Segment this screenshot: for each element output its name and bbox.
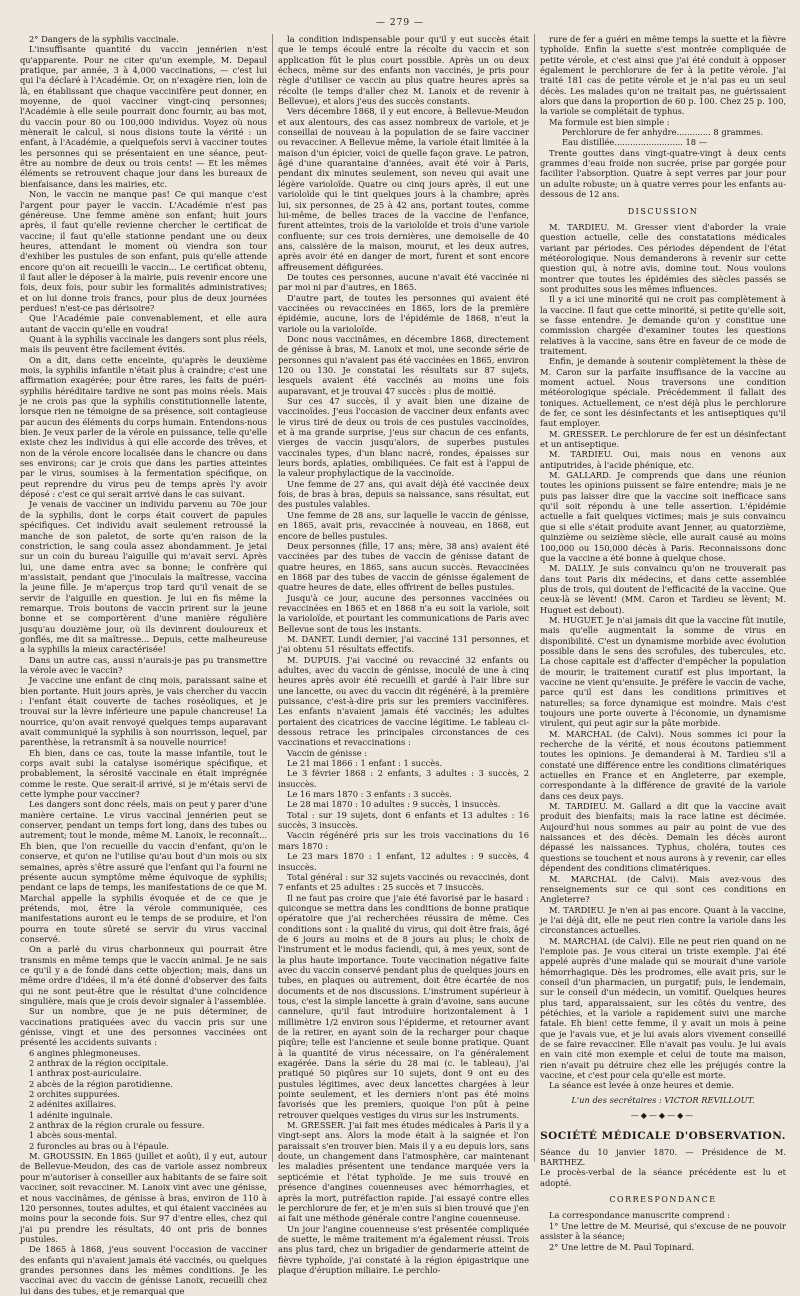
minutes-line: Le procès-verbal de la séance précédente est lu et adopté. <box>540 1167 786 1188</box>
paragraph: De 1865 à 1868, j'eus souvent l'occasion de vacciner des enfants qui n'avaient jamais été vaccinés, ou quelques grandes personnes dans les mêmes conditions. Je les vaccinai avec du vaccin de génisse Lanoix, recueilli chez lui dans des tubes, et je remarquai que <box>20 1244 267 1296</box>
paragraph: Je vaccine une enfant de cinq mois, paraissant saine et bien portante. Huit jours après, je vais chercher du vaccin : l'enfant était couverte de taches roséoliques, et je trouvai sur la lèvre inférieure une papule chancreuse! La nourrice, qu'on avait renvoyé quelques temps auparavant avait communiqué la syphilis à son nourrisson, lequel, par parenthèse, la retransmît à sa nouvelle nourrice! <box>20 675 267 748</box>
paragraph: Vers décembre 1868, il y eut encore, à Bellevue-Meudon et aux alentours, des cas assez nombreux de variole, et je conseillai de nouveau à la population de se faire vacciner ou revacciner. A Bellevue même, la variole était limitée à la maison d'un épicier, voici de quelle façon grave. Le patron, âgé d'une quarantaine d'années, avait été voir à Paris, pendant dix minutes seulement, son neveu qui avait une légère varioloïde. Quatre ou cinq jours après, il eut une varioloïde qui le tint quelques jours à la chambre; après lui, six personnes, de 25 à 42 ans, portant toutes, comme lui-même, de belles traces de la vaccine de l'enfance, furent atteintes, trois de la varioloïde et trois d'une variole confluente; sur ces trois dernières, une demoiselle de 40 ans, caissière de la maison, mourut, et les deux autres, après avoir été en danger de mort, furent et sont encore affreusement défigurées. <box>278 106 529 272</box>
paragraph: 1 adénite inguinale. <box>29 1109 113 1120</box>
discussion-paragraph: M. GALLARD. Je comprends que dans une réunion toutes les opinions puissent se faire entendre; mais je ne puis pas laisser dire que la vaccine soit inefficace sans qu'il soit répondu à une telle assertion. L'épidémie actuelle a fait quelques victimes; mais je suis convaincu que si elle s'était produite avant Jenner, au quatorzième, quinzième ou seizième siècle, elle aurait causé au moins 100,000 ou 150,000 décès à Paris. Reconnaissons donc que la vaccine a été bonne à quelque chose. <box>540 470 786 563</box>
column-right <box>540 34 786 1252</box>
paragraph: Sur un nombre, que je ne puis déterminer, de vaccinations pratiquées avec du vaccin pris sur une génisse, vingt et une des personnes vaccinées ont présenté les accidents suivants : <box>20 1006 267 1048</box>
paragraph: 6 angines phlegmoneuses. <box>29 1047 141 1058</box>
discussion-paragraph: M. MARCHAL (de Calvi). Mais avez-vous des renseignements sur ce qui sont ces conditions en Angleterre? <box>540 873 786 905</box>
page-number: — 279 — <box>376 18 424 28</box>
paragraph: 2 adénites axillaires. <box>29 1099 117 1110</box>
correspondence-item: 2° Une lettre de M. Paul Topinard. <box>549 1241 695 1252</box>
paragraph: 2 furoncles au bras ou à l'épaule. <box>29 1140 169 1151</box>
discussion-paragraph: M. TARDIEU. M. Gallard a dit que la vaccine avait produit des bienfaits; mais la race latine est décimée. Aujourd'hui nous sommes au pair au point de vue des naissances et des décès. Demain les décès auront dépassé les naissances. Typhus, choléra, toutes ces questions se touchent et nous aurons à y revenir, car elles dépendent des conditions climatériques. <box>540 801 786 874</box>
correspondence-heading: CORRESPONDANCE <box>609 1195 717 1205</box>
paragraph: la condition indispensable pour qu'il y eut succès était que le temps écoulé entre la récolte du vaccin et son application fût le plus court possible. Après un ou deux échecs, même sur des enfants non vaccinés, je pris pour règle d'utiliser ce vaccin au plus quatre heures après sa récolte (le temps d'aller chez M. Lanoix et de revenir à Bellevue), et alors j'eus des succès constants. <box>278 34 529 107</box>
correspondence-item: 1° Une lettre de M. Meurisé, qui s'excuse de ne pouvoir assister à la séance; <box>540 1220 786 1242</box>
discussion-paragraph: La séance est levée à onze heures et demie. <box>549 1080 734 1091</box>
discussion-paragraph: M. MARCHAL (de Calvi). Elle ne peut rien quand on ne l'emploie pas. Je vous citerai un triste exemple. J'ai été appelé auprès d'une malade qui se mourait d'une variole hémorrhagique. Dès les prodromes, elle avait pris, sur le conseil d'un pharmacien, un purgatif; puis, le lendemain, sur le conseil d'un médecin, un vomitif. Quelques heures plus tard, apparaissaient, sur les côtés du ventre, des pétéchies, et la variole a rapidement suivi une marche fatale. Eh bien! cette femme, il y avait un mois à peine que je l'avais vue, et je lui avais alors vivement conseillé de se faire revacciner. Elle n'avait pas voulu. Je lui avais en vain cité mon exemple et celui de toute ma maison, rien n'avait pu détruire chez elle les préjugés contre la vaccine, et c'est pour cela qu'elle est morte. <box>540 935 786 1081</box>
paragraph: Non, le vaccin ne manque pas! Ce qui manque c'est l'argent pour payer le vaccin. L'Académie n'est pas généreuse. Une femme amène son enfant; huit jours après, il faut qu'elle revienne chercher le certificat de vaccine; il faut qu'elle stationne pendant une ou deux heures, attendant le moment où viendra son tour d'exhiber les pustules de son enfant, puis qu'elle attende encore qu'on ait recueilli le vaccin... Le certificat obtenu, il faut aller le déposer à la mairie, puis revenir encore une fois, deux fois, pour subir les formalités administratives; et on lui donne trois francs, pour plus de deux journées perdues! n'est-ce pas dérisoire? <box>20 189 267 313</box>
correspondence-item: La correspondance manuscrite comprend : <box>549 1210 730 1221</box>
discussion-paragraph: Enfin, je demande à soutenir complètement la thèse de M. Caron sur la parfaite insuffisance de la vaccine au moment actuel. Nous traversons une condition météorologique spéciale. Précédemment il fallait des toniques. Actuellement, ce n'est déjà plus le perchlorure de fer, ce sont les désinfectants et les antiseptiques qu'il faut employer. <box>540 356 786 429</box>
paragraph: Le 3 février 1868 : 2 enfants, 3 adultes : 3 succès, 2 insuccès. <box>278 768 529 789</box>
paragraph: Le 23 mars 1870 : 1 enfant, 12 adultes : 9 succès, 4 insuccès. <box>278 851 529 872</box>
paragraph: 1 abcès sous-mental. <box>29 1130 117 1141</box>
paragraph: Le 28 mai 1870 : 10 adultes : 9 succès, 1 insuccès. <box>287 799 501 810</box>
paragraph: Trente gouttes dans vingt-quatre-vingt à deux cents grammes d'eau froide non sucrée, prise par gorgée pour faciliter l'absorption. Quatre à sept verres par jour pour un adulte robuste; un à quatre verres pour les enfants au-dessous de 12 ans. <box>540 147 786 200</box>
discussion-paragraph: M. TARDIEU. Oui, mais nous en venons aux antiputrides, à l'acide phénique, etc. <box>540 449 786 470</box>
paragraph: 2 orchites suppurées. <box>29 1089 120 1100</box>
session-line: Séance du 10 janvier 1870. — Présidence de M. BARTHEZ. <box>540 1146 786 1168</box>
paragraph: Un jour l'angine couenneuse s'est présentée compliquée de suette, le même traitement m'a également réussi. Trois ans plus tard, chez un brigadier de gendarmerie atteint de fièvre typhoïde, j'ai constaté à la région épigastrique une plaque d'éruption miliaire. Le perchlo- <box>278 1223 529 1275</box>
paragraph: Le 16 mars 1870 : 3 enfants : 3 succès. <box>287 789 452 800</box>
paragraph: Eh bien, dans ce cas, toute la masse infantile, tout le corps avait subi la catalyse isomérique spécifique, et probablement, la sérosité vaccinale en était imprégnée comme le reste. Que serait-il arrivé, si je m'étais servi de cette lymphe pour vacciner? <box>20 747 267 800</box>
paragraph: M. DUPUIS. J'ai vacciné ou revacciné 32 enfants ou adultes, avec du vaccin de génisse, inoculé de une à cinq heures après avoir été recueilli et gardé à l'air libre sur une lancette, ou avec du vaccin dit régénéré, à la première puissance, c'est-à-dire pris sur les premiers vaccinifères. Les enfants n'avaient jamais été vaccinés; les adultes portaient des cicatrices de vaccine légitime. Le tableau ci-dessous retrace les principales circonstances de ces vaccinations et revaccinations : <box>278 654 529 748</box>
column-left <box>20 34 268 1296</box>
paragraph: Deux personnes (fille, 17 ans; mère, 38 ans) avaient été vaccinées par des tubes de vaccin de génisse datant de quatre heures, en 1865, sans aucun succès. Revaccinées en 1868 par des tubes de vaccin de génisse également de quatre heures de date, elles offrirent de belles pustules. <box>278 540 529 593</box>
paragraph: Dans un autre cas, aussi n'aurais-je pas pu transmettre la vérole avec le vaccin? <box>20 654 267 675</box>
column-divider <box>534 34 535 1162</box>
paragraph: 2 anthrax de la région occipitale. <box>29 1058 169 1069</box>
paragraph: Jusqu'à ce jour, aucune des personnes vaccinées ou revaccinées en 1865 et en 1868 n'a eu soit la variole, soit la varioloïde, et pourtant les communications de Paris avec Bellevue sont de tous les instants. <box>278 592 529 634</box>
paragraph: On a dit, dans cette enceinte, qu'après le deuxième mois, la syphilis infantile n'était plus à craindre; c'est une affirmation exagérée; pour être rares, les faits de puéri-syphilis héréditaire tardive ne sont pas moins réels. Mais je ne crois pas que la syphilis constitutionnelle latente, lorsque rien ne témoigne de sa présence, soit contagieuse par aucun des éléments du corps humain. Entendons-nous bien. Je veux parler de la vérole en puissance, telle qu'elle existe chez les individus à qui elle accorde des trêves, et non de la vérole encore localisée dans le chancre ou dans ses environs; car je crois que dans les parties atteintes par le virus, soumises à la fermentation spécifique, on peut reprendre du virus peu de temps après l'y avoir déposé : c'est ce qui serait arrivé dans le cas suivant. <box>20 354 267 500</box>
paragraph: M. DANET. Lundi dernier, j'ai vacciné 131 personnes, et j'ai obtenu 51 résultats effectifs. <box>278 633 529 655</box>
paragraph: Total général : sur 32 sujets vaccinés ou revaccinés, dont 7 enfants et 25 adultes : 25 succès et 7 insuccès. <box>278 871 529 893</box>
paragraph: M. GRESSER. J'ai fait mes études médicales à Paris il y a vingt-sept ans. Alors la mode était à la saignée et l'on paraissait s'en trouver bien. Mais il y a eu depuis lors, sans doute, un changement dans l'atmosphère, car maintenant les maladies présentent une tendance marquée vers la septicémie et l'état typhoïde. Je me suis trouvé en présence d'angines couenneuses avec hémorrhagies, et après la mort, putréfaction rapide. J'ai essayé contre elles le perchlorure de fer, et je m'en suis si bien trouvé que j'en ai fait une méthode générale contre l'angine couenneuse. <box>278 1120 529 1224</box>
column-divider <box>272 34 273 1162</box>
discussion-paragraph: M. DALLY. Je suis convaincu qu'on ne trouverait pas dans tout Paris dix médecins, et dans cette assemblée plus de trois, qui doutent de l'efficacité de la vaccine. Que ceux-là se lèvent! (MM. Caron et Tardieu se lèvent; M. Huguet est debout). <box>540 563 786 615</box>
formula-line: Perchlorure de fer anhydre............. 8 grammes. <box>562 127 764 138</box>
paragraph: M. GROUSSIN. En 1865 (juillet et août), il y eut, autour de Bellevue-Meudon, des cas de variole assez nombreux pour m'autoriser à conseiller aux habitants de se faire soit vacciner, soit revacciner. M. Lanoix vint avec une génisse, et nous vaccinâmes, de génisse à bras, environ de 110 à 120 personnes, toutes adultes, et qui étaient vaccinées au moins pour la seconde fois. Sur 97 d'entre elles, chez qui j'ai pu prendre les résultats, 40 ont pris de bonnes pustules. <box>20 1151 267 1244</box>
paragraph: 1 anthrax post-auriculaire. <box>29 1068 142 1079</box>
paragraph: Sur ces 47 succès, il y avait bien une dizaine de vaccinoïdes. J'eus l'occasion de vacciner deux enfants avec le virus tiré de deux ou trois de ces pustules vaccinoïdes, et à ma grande surprise, j'eus sur chacun de ces enfants, vierges de vaccin jusqu'alors, de superbes pustules vaccinales types, d'un blanc nacré, rondes, épaisses sur leurs bords, aplaties, ombiliquées. Ce fait est à l'appui de la valeur prophylactique de la vaccinoïde. <box>278 396 529 479</box>
paragraph: L'insuffisante quantité du vaccin jennérien n'est qu'apparente. Pour ne citer qu'un exemple, M. Depaul pratique, par année, 3 à 4,000 vaccinations, — c'est lui qui l'a déclaré à l'Académie. Or, on n'exagère rien, loin de là, en établissant que chaque vaccinifère peut donner, en moyenne, de quoi vacciner vingt-cinq personnes; l'Académie à elle seule pourrait donc fournir, au bas mot, du vaccin pour 80 ou 100,000 individus. Voyez où nous mènerait le calcul, si nous disions toute la vérité : un enfant, à l'Académie, a quelquefois servi à vacciner toutes les personnes qui se présentaient en une séance, peut-être au nombre de deux ou trois cents! — Et les mêmes éléments se retrouvent chaque jour dans les bureaux de bienfaisance, dans les mairies, etc. <box>20 44 267 189</box>
paragraph: rure de fer a guéri en même temps la suette et la fièvre typhoïde. Enfin la suette s'est montrée compliquée de petite vérole, et c'est ainsi que j'ai été conduit à opposer également le perchlorure de fer à la petite vérole. J'ai traité 181 cas de petite vérole et je n'ai pas eu un seul décès. Les malades qu'on ne traitait pas, ne guérissaient alors que dans la proportion de 60 p. 100. Chez 25 p. 100, la variole se complétait de typhus. <box>540 34 786 117</box>
column-middle <box>278 34 529 1275</box>
paragraph: Donc nous vaccinâmes, en décembre 1868, directement de génisse à bras, M. Lanoix et moi, une seconde série de personnes qui n'avaient pas été vaccinées en 1865, environ 120 ou 130. Je constatai les résultats sur 87 sujets, lesquels avaient été vaccinés au moins une fois auparavant, et je trouvai 47 succès : plus de moitié. <box>278 333 529 396</box>
discussion-paragraph: M. MARCHAL (de Calvi). Nous sommes ici pour la recherche de la vérité, et nous écoutons patiemment toutes les opinions. Je demanderai à M. Tardieu s'il a constaté une différence entre les conditions climatériques actuelles en France et en Angleterre, par exemple, correspondante à la différence de gravité de la variole dans ces deux pays. <box>540 728 786 801</box>
paragraph: Quant à la syphilis vaccinale les dangers sont plus réels, mais ils peuvent être facilement évités. <box>20 333 268 355</box>
discussion-paragraph: M. TARDIEU. Je n'en ai pas encore. Quant à la vaccine, je l'ai déjà dit, elle ne peut rien contre la variole dans les circonstances actuelles. <box>540 904 786 936</box>
secretary-signature: L'un des secrétaires : VICTOR REVILLOUT. <box>571 1094 755 1105</box>
discussion-paragraph: Il y a ici une minorité qui ne croit pas complètement à la vaccine. Il faut que cette minorité, si petite qu'elle soit, se fasse entendre. Je demande qu'on y constitue une commission chargée d'examiner toutes les questions relatives à la vaccine, sans être en faveur de ce mode de traitement. <box>540 294 786 356</box>
paragraph: 2 anthrax de la région crurale ou fessure. <box>29 1120 205 1131</box>
paragraph: Vaccin régénéré pris sur les trois vaccinations du 16 mars 1870 : <box>278 830 529 851</box>
paragraph: Une femme de 27 ans, qui avait déjà été vaccinée deux fois, de bras à bras, depuis sa naissance, sans résultat, eut des pustules valables. <box>278 478 529 510</box>
formula-line: Eau distillée.......................... 18 — <box>562 137 708 148</box>
paragraph: Une femme de 28 ans, sur laquelle le vaccin de génisse, en 1865, avait pris, revaccinée à nouveau, en 1868, eut encore de belles pustules. <box>278 509 529 541</box>
paragraph: Total : sur 19 sujets, dont 6 enfants et 13 adultes : 16 succès, 3 insuccès. <box>278 809 529 831</box>
discussion-paragraph: M. TARDIEU. M. Gresser vient d'aborder la vraie question actuelle, celle des constatations médicales variant par périodes. Ces périodes dépendent de l'état météorologique. Nous demanderons à revenir sur cette question qui, à notre avis, domine tout. Nous voulons montrer que toutes les épidémies des siècles passés se sont produites sous les mêmes influences. <box>540 221 786 294</box>
paragraph: 2 abcès de la région parotidienne. <box>29 1078 173 1089</box>
society-title: SOCIÉTÉ MÉDICALE D'OBSERVATION. <box>540 1130 786 1143</box>
paragraph: Que l'Académie paie convenablement, et elle aura autant de vaccin qu'elle en voudra! <box>20 313 267 334</box>
discussion-paragraph: M. GRESSER. Le perchlorure de fer est un désinfectant et un antiseptique. <box>540 428 786 450</box>
paragraph: Les dangers sont donc réels, mais on peut y parer d'une manière certaine. Le virus vaccinal jennérien peut se conserver, pendant un temps fort long, dans des tubes ou autrement; tout le monde, même M. Lanoix, le reconnaît... Eh bien, que l'on recueille du vaccin d'enfant, qu'on le conserve, et qu'on ne l'utilise qu'au bout d'un mois ou six semaines, après s'être assuré que l'enfant qui l'a fourni ne présente aucun symptôme même équivoque de syphilis; pendant ce laps de temps, les manifestations de ce que M. Marchal appelle la syphilis évoquée et de ce que je prétends, moi, être la vérole communiquée, ces manifestations auront eu le temps de se produire, et l'on pourra en toute sûreté se servir du virus vaccinal conservé. <box>20 799 267 944</box>
paragraph: On a parlé du virus charbonneux qui pourrait être transmis en même temps que le vaccin animal. Je ne sais ce qu'il y a de fondé dans cette objection; mais, dans un même ordre d'idées, il m'a été donné d'observer des faits qui ne sont peut-être que le résultat d'une coïncidence singulière, mais que je crois devoir signaler à l'assemblée. <box>20 944 267 1006</box>
discussion-heading: DISCUSSION <box>627 206 699 216</box>
discussion-paragraph: M. HUGUET. Je n'ai jamais dit que la vaccine fût inutile, mais qu'elle augmentait la somme de virus en disponibilité. C'est un dynamisme morbide avec évolution possible dans le sens des scrofules, des tubercules, etc. La chose capitale est d'affecter d'empêcher la population de mourir, le traitement curatif est plus important, la vaccine ne vient qu'ensuite. Je préfère le vaccin de vache, parce qu'il est dans les conditions primitives et naturelles; sa force dynamique est moindre. Mais c'est toujours une porte ouverte à l'économie, un dynamisme virulent, qui peut agir sur la pâte morbide. <box>540 614 786 729</box>
paragraph: 2° Dangers de la syphilis vaccinale. <box>29 34 179 44</box>
section-ornament: —◆—◆—◆— <box>630 1111 696 1121</box>
paragraph: Ma formule est bien simple : <box>549 116 670 127</box>
paragraph: Vaccin de génisse : <box>287 747 368 758</box>
paragraph: Je venais de vacciner un individu parvenu au 70e jour de la syphilis, dont le corps était couvert de papules spécifiques. Cet individu avait seulement retroussé la manche de son paletot, de sorte qu'en raison de la constriction, le sang coula assez abondamment. Je jetai sur un coin du bureau l'aiguille qui m'avait servi. Après lui, une dame entra avec sa bonne; le confrère qui m'assistait, pendant que j'inoculais la maîtresse, vaccina la jeune fille. Je m'aperçus trop tard qu'il venait de se servir de l'aiguille en question. Je lui en fis même la remarque. Trois boutons de vaccin prirent sur la jeune bonne et se comportèrent d'une manière régulière jusqu'au douzième jour, où ils devinrent douloureux et gonflés, me dit sa maîtresse... Depuis, cette malheureuse a la syphilis la mieux caractérisée! <box>20 499 267 655</box>
paragraph: Il ne faut pas croire que j'aie été favorisé par le hasard : quiconque se mettra dans les conditions de bonne pratique opératoire que j'ai recherchées réussira de même. Ces conditions sont : la qualité du virus, qui doit être frais, âgé de 6 jours au moins et de 8 jours au plus; le choix de l'instrument et le modus faciendi, qui, à mes yeux, sont de la plus haute importance. Toute vaccination négative faite avec du vaccin conservé pendant plus de quelques jours en tubes, en plaques ou autrement, doit être écartée de nos documents et de nos discussions. L'instrument supérieur à tous, c'est la simple lancette à grain d'avoine, sans aucune cannelure, qu'il faut introduire horizontalement à 1 millimètre 1/2 environ sous l'épiderme, et retourner avant de la retirer, en ayant soin de la recharger pour chaque piqûre; telle est l'ancienne et seule bonne pratique. Quant à la quantité de virus nécessaire, on l'a généralement exagérée. Dans la série du 28 mai (c. le tableau), j'ai pratiqué 50 piqûres sur 10 sujets, dont 9 ont eu des pustules légitimes, avec deux lancettes chargées à leur pointe seulement, et les derniers n'ont pas été moins favorisés que les premiers, quoique l'on pût à peine retrouver quelques vestiges du virus sur les instruments. <box>278 892 529 1120</box>
paragraph: D'autre part, de toutes les personnes qui avaient été vaccinées ou revaccinées en 1865, lors de la première épidémie, aucune, lors de l'épidémie de 1868, n'eut la variole ou la varioloïde. <box>278 292 529 334</box>
paragraph: De toutes ces personnes, aucune n'avait été vaccinée ni par moi ni par d'autres, en 1865. <box>278 271 529 293</box>
paragraph: Le 21 mai 1866 : 1 enfant : 1 succès. <box>287 758 443 769</box>
